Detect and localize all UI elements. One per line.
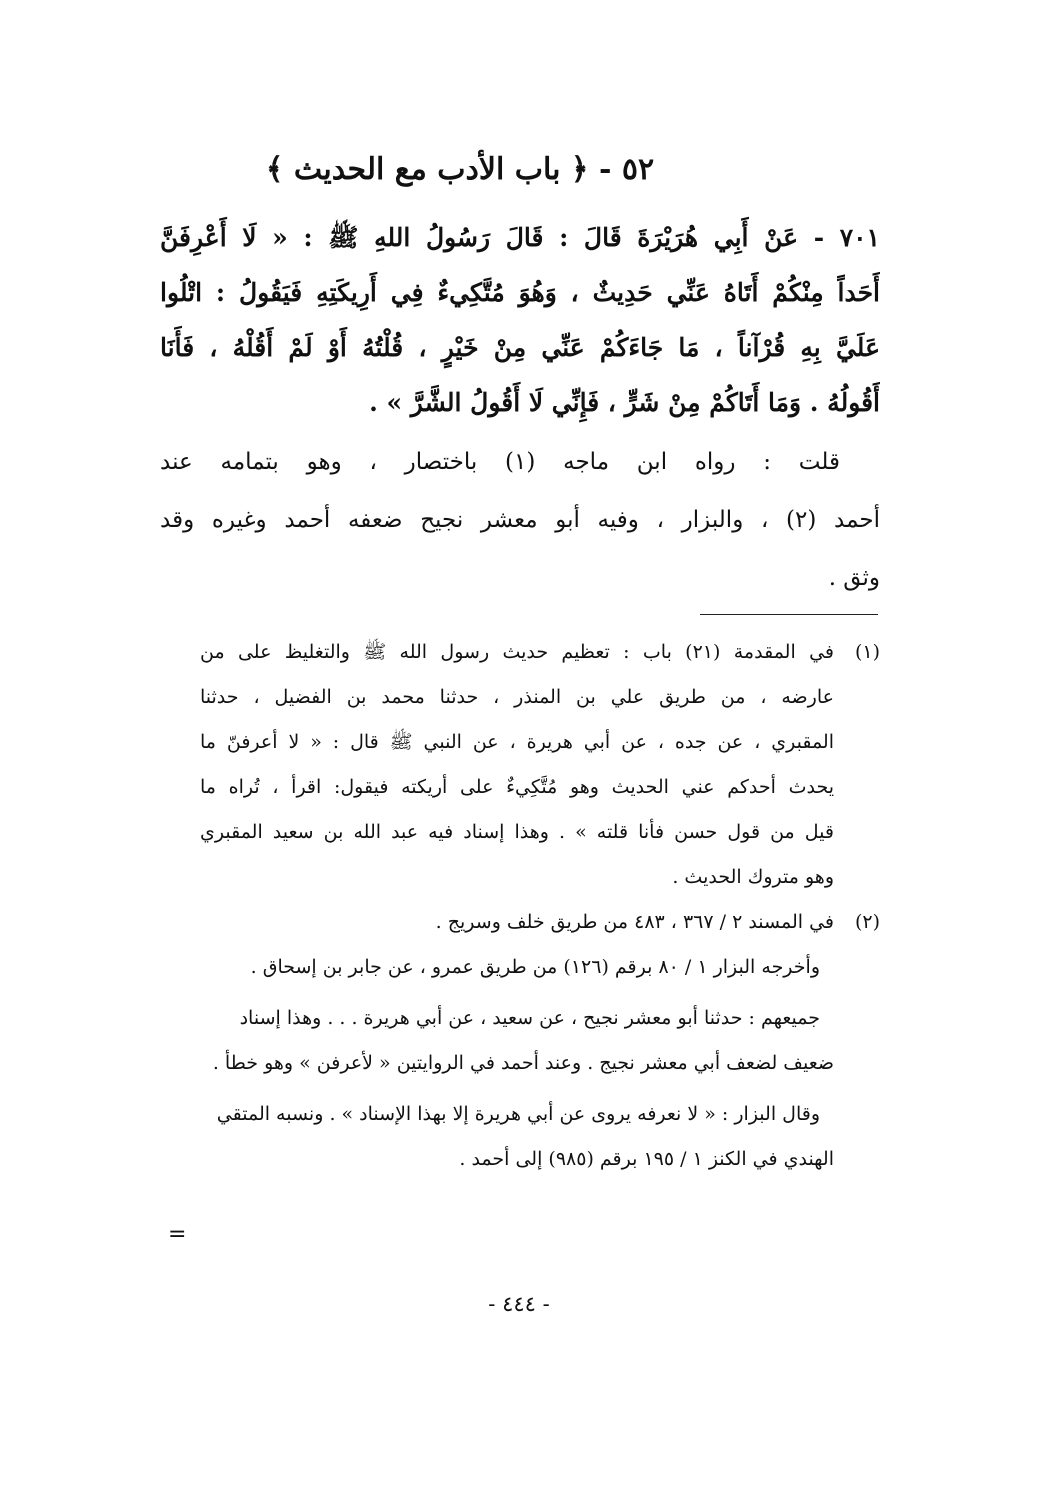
footnote-line: يحدث أحدكم عني الحديث وهو مُتَّكِيءٌ على أريكته فيقول: اقرأ ، تُراه ما [200, 776, 834, 798]
footnote-paragraph [200, 1092, 834, 1182]
footnote-line: في المسند ٢ / ٣٦٧ ، ٤٨٣ من طريق خلف وسريج . [435, 911, 834, 933]
footnote-paragraph [200, 945, 834, 990]
footnote-line: جميعهم : حدثنا أبو معشر نجيح ، عن سعيد ، عن أبي هريرة . . . [327, 1007, 820, 1029]
hadith-line: أَحَداً مِنْكُمْ أَتَاهُ عَنِّي حَدِيثٌ ، وَهُوَ مُتَّكِيءٌ فِي أَرِيكَتِهِ فَيَقُولُ : اتْلُوا [160, 278, 880, 307]
commentary-line: قلت : رواه ابن ماجه (١) باختصار ، وهو بتمامه عند [160, 449, 840, 475]
footnote-line: وقال البزار : « لا نعرفه يروى عن أبي هريرة إلا بهذا الإسناد » . [329, 1103, 820, 1125]
footnote-number: (٢) [854, 911, 880, 933]
footnote-line: وهو متروك الحديث . [672, 866, 834, 888]
hadith-line: أَقُولُهُ . وَمَا أَتَاكُمْ مِنْ شَرٍّ ، فَإِنِّي لَا أَقُولُ الشَّرَّ » . [369, 388, 880, 417]
chapter-title: ٥٢ - ﴿ باب الأدب مع الحديث ﴾ [265, 152, 655, 187]
continuation-mark: = [168, 1222, 187, 1247]
footnote-1 [200, 630, 880, 900]
footnote-body [200, 630, 834, 900]
footnote-line: قيل من قول حسن فأنا قلته » . وهذا إسناد فيه عبد الله بن سعيد المقبري [200, 821, 834, 843]
hadith-text [160, 210, 880, 430]
footnote-2 [200, 900, 880, 945]
footnote-line: إسحاق . [250, 956, 317, 978]
footnote-line: ونسبه المتقي الهندي في الكنز ١ / ١٩٥ برقم (٩٨٥) إلى أحمد . [216, 1103, 834, 1170]
hadith-line: عَلَيَّ بِهِ قُرْآناً ، مَا جَاءَكُمْ عَنِّي مِنْ خَيْرٍ ، قُلْتُهُ أَوْ لَمْ أَقُلْهُ ، فَأَنَا [160, 333, 880, 362]
footnote-line: وهذا إسناد ضعيف لضعف أبي معشر نجيج . وعند أحمد في الروايتين [239, 1007, 834, 1074]
footnote-line: وأخرجه البزار ١ / ٨٠ برقم (١٢٦) من طريق عمرو ، عن جابر بن [322, 956, 820, 978]
commentary-line: أحمد (٢) ، والبزار ، وفيه أبو معشر نجيح ضعفه أحمد وغيره وقد [160, 507, 880, 533]
footnote-number: (١) [854, 641, 880, 663]
footnote-separator [700, 614, 878, 615]
commentary-text [160, 433, 880, 607]
footnote-line: المقبري ، عن جده ، عن أبي هريرة ، عن النبي ﷺ قال : « لا أعرفنّ ما [200, 731, 834, 753]
hadith-line: ٧٠١ - عَنْ أَبِي هُرَيْرَةَ قَالَ : قَالَ رَسُولُ اللهِ ﷺ : « لَا أَعْرِفَنَّ [160, 223, 880, 252]
footnote-paragraph [200, 996, 834, 1086]
footnote-line: عارضه ، من طريق علي بن المنذر ، حدثنا محمد بن الفضيل ، حدثنا [200, 686, 834, 708]
footnote-body [200, 900, 834, 945]
page-number: - ٤٤٤ - [488, 1292, 550, 1316]
commentary-line: وثق . [828, 565, 880, 591]
footnotes [200, 630, 880, 1182]
footnote-line: في المقدمة (٢١) باب : تعظيم حديث رسول الله ﷺ والتغليظ على من [200, 641, 834, 663]
footnote-line: « لأعرفن » وهو خطأ . [212, 1052, 391, 1074]
